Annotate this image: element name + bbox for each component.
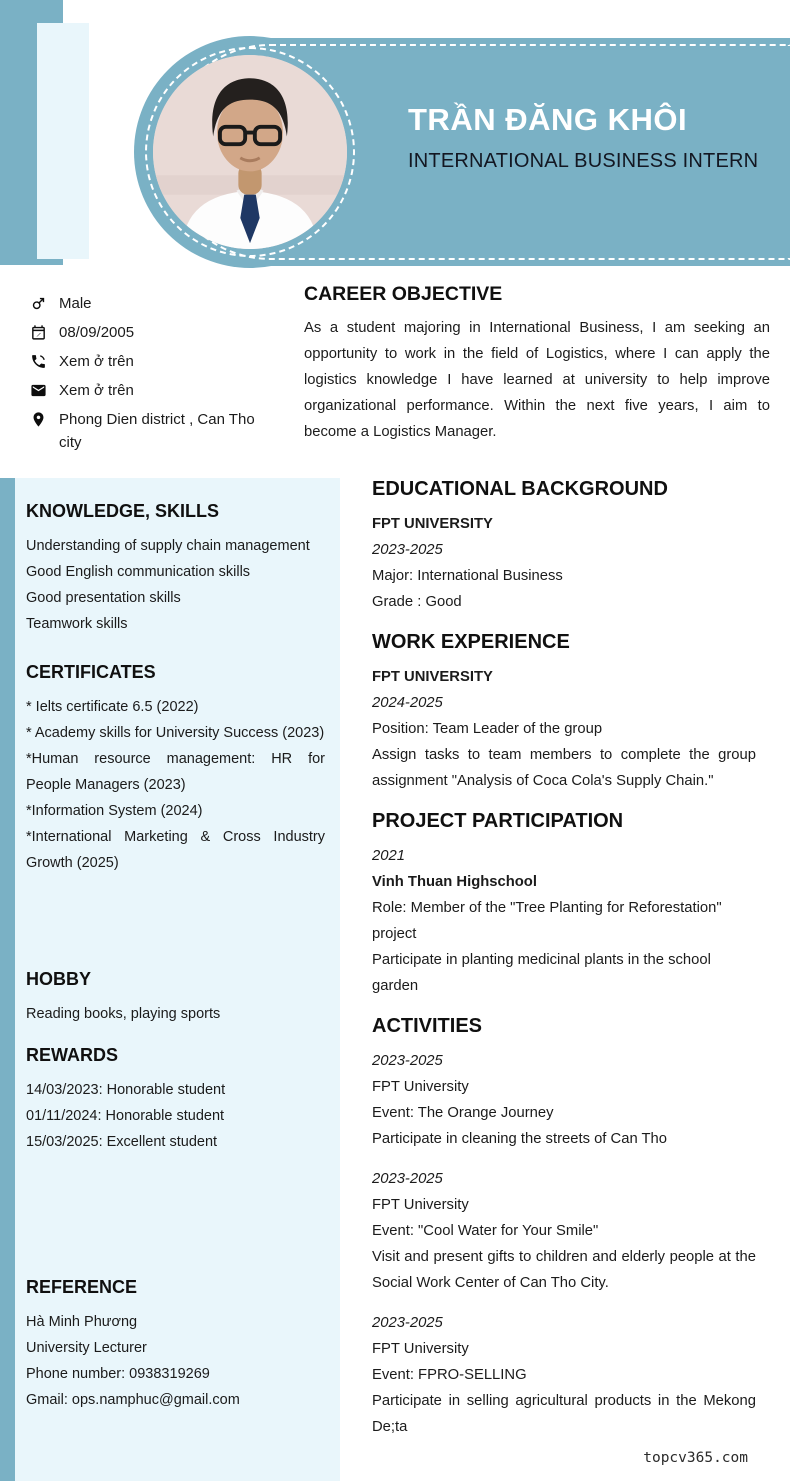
activity-period: 2023-2025 xyxy=(372,1053,443,1069)
hobby-section xyxy=(26,968,325,1027)
personal-info-gender xyxy=(30,292,274,315)
reward-item: 14/03/2023: Honorable student xyxy=(26,1082,226,1098)
education-major: Major: International Business xyxy=(372,568,563,584)
certificate-item: * Academy skills for University Success (2023) xyxy=(26,725,325,741)
knowledge-skills-heading: KNOWLEDGE, SKILLS xyxy=(26,501,219,521)
project-participation-heading: PROJECT PARTICIPATION xyxy=(372,810,624,832)
certificate-item: *International Marketing & Cross Industry Growth (2025) xyxy=(26,829,325,871)
career-objective-heading: CAREER OBJECTIVE xyxy=(304,283,503,305)
personal-info-list xyxy=(30,292,274,460)
hobby-heading: HOBBY xyxy=(26,969,92,989)
rewards-section xyxy=(26,1044,325,1155)
reference-phone: Phone number: 0938319269 xyxy=(26,1366,210,1382)
certificates-section xyxy=(26,661,325,876)
certificate-item: * Ielts certificate 6.5 (2022) xyxy=(26,699,199,715)
personal-info-phone xyxy=(30,350,274,373)
activity-event: Event: "Cool Water for Your Smile" xyxy=(372,1223,599,1239)
email-icon xyxy=(30,382,47,399)
certificates-heading: CERTIFICATES xyxy=(26,662,156,682)
activity-description: Participate in cleaning the streets of Can Tho xyxy=(372,1131,668,1147)
candidate-job-title: INTERNATIONAL BUSINESS INTERN xyxy=(408,150,759,172)
reward-item: 15/03/2025: Excellent student xyxy=(26,1134,218,1150)
activity-org: FPT University xyxy=(372,1341,469,1357)
activity-description: Visit and present gifts to children and elderly people at the Social Work Center of Can Tho City. xyxy=(372,1249,756,1291)
reference-section xyxy=(26,1276,325,1413)
project-org: Vinh Thuan Highschool xyxy=(372,874,537,890)
reference-heading: REFERENCE xyxy=(26,1277,138,1297)
calendar-icon xyxy=(30,324,47,341)
personal-info-birthdate xyxy=(30,321,274,344)
personal-info-birthdate-text: 08/09/2005 xyxy=(59,324,135,341)
project-role: Role: Member of the "Tree Planting for Reforestation" project xyxy=(372,900,722,942)
career-objective-section xyxy=(304,282,770,445)
activity-entry xyxy=(372,1166,756,1296)
skill-item: Good English communication skills xyxy=(26,564,251,580)
deco-lightblue-rectangle xyxy=(37,23,89,259)
skill-item: Good presentation skills xyxy=(26,590,181,606)
certificate-item: *Human resource management: HR for People Managers (2023) xyxy=(26,751,325,793)
location-icon xyxy=(30,411,47,428)
personal-info-address xyxy=(30,408,274,454)
work-position: Position: Team Leader of the group xyxy=(372,721,603,737)
reward-item: 01/11/2024: Honorable student xyxy=(26,1108,225,1124)
activity-entry xyxy=(372,1310,756,1440)
activity-org: FPT University xyxy=(372,1079,469,1095)
phone-icon xyxy=(30,353,47,370)
education-period: 2023-2025 xyxy=(372,542,443,558)
work-experience-section xyxy=(372,631,756,794)
activity-period: 2023-2025 xyxy=(372,1171,443,1187)
gender-icon xyxy=(30,295,47,312)
hobby-text: Reading books, playing sports xyxy=(26,1006,221,1022)
work-description: Assign tasks to team members to complete the group assignment "Analysis of Coca Cola's Supply Chain." xyxy=(372,747,756,789)
main-column xyxy=(372,478,756,1440)
work-experience-heading: WORK EXPERIENCE xyxy=(372,631,570,653)
career-objective-text: As a student majoring in International Business, I am seeking an opportunity to work in the field of Logistics, where I can apply the logistics knowledge I have learned at university to help improve organizational performance. Within the next five years, I aim to become a Logistics Manager. xyxy=(304,320,770,440)
project-participation-section xyxy=(372,810,756,999)
skill-item: Understanding of supply chain management xyxy=(26,538,310,554)
activity-event: Event: FPRO-SELLING xyxy=(372,1367,527,1383)
activity-period: 2023-2025 xyxy=(372,1315,443,1331)
rewards-heading: REWARDS xyxy=(26,1045,119,1065)
profile-photo xyxy=(153,55,347,249)
project-detail: Participate in planting medicinal plants in the school garden xyxy=(372,952,711,994)
personal-info-address-text: Phong Dien district , Can Tho city xyxy=(59,411,255,451)
watermark-text: topcv365.com xyxy=(643,1450,748,1466)
activity-description: Participate in selling agricultural products in the Mekong De;ta xyxy=(372,1393,756,1435)
header-text-block xyxy=(408,102,778,173)
sidebar-accent-strip xyxy=(0,478,15,1481)
activity-org: FPT University xyxy=(372,1197,469,1213)
education-section xyxy=(372,478,756,615)
activities-section xyxy=(372,1015,756,1440)
avatar-illustration xyxy=(153,55,347,249)
knowledge-skills-section xyxy=(26,500,325,637)
personal-info-email xyxy=(30,379,274,402)
personal-info-gender-text: Male xyxy=(59,295,92,312)
activity-event: Event: The Orange Journey xyxy=(372,1105,554,1121)
project-period: 2021 xyxy=(372,848,405,864)
skill-item: Teamwork skills xyxy=(26,616,128,632)
personal-info-phone-text: Xem ở trên xyxy=(59,353,134,370)
activities-heading: ACTIVITIES xyxy=(372,1015,483,1037)
sidebar xyxy=(15,478,340,1481)
personal-info-email-text: Xem ở trên xyxy=(59,382,134,399)
candidate-name: TRẦN ĐĂNG KHÔI xyxy=(408,102,688,137)
education-grade: Grade : Good xyxy=(372,594,462,610)
work-period: 2024-2025 xyxy=(372,695,443,711)
work-org: FPT UNIVERSITY xyxy=(372,669,493,685)
education-heading: EDUCATIONAL BACKGROUND xyxy=(372,478,668,500)
reference-role: University Lecturer xyxy=(26,1340,147,1356)
reference-name: Hà Minh Phương xyxy=(26,1314,138,1330)
certificate-item: *Information System (2024) xyxy=(26,803,203,819)
reference-email: Gmail: ops.namphuc@gmail.com xyxy=(26,1392,240,1408)
education-school: FPT UNIVERSITY xyxy=(372,516,493,532)
activity-entry xyxy=(372,1048,756,1152)
